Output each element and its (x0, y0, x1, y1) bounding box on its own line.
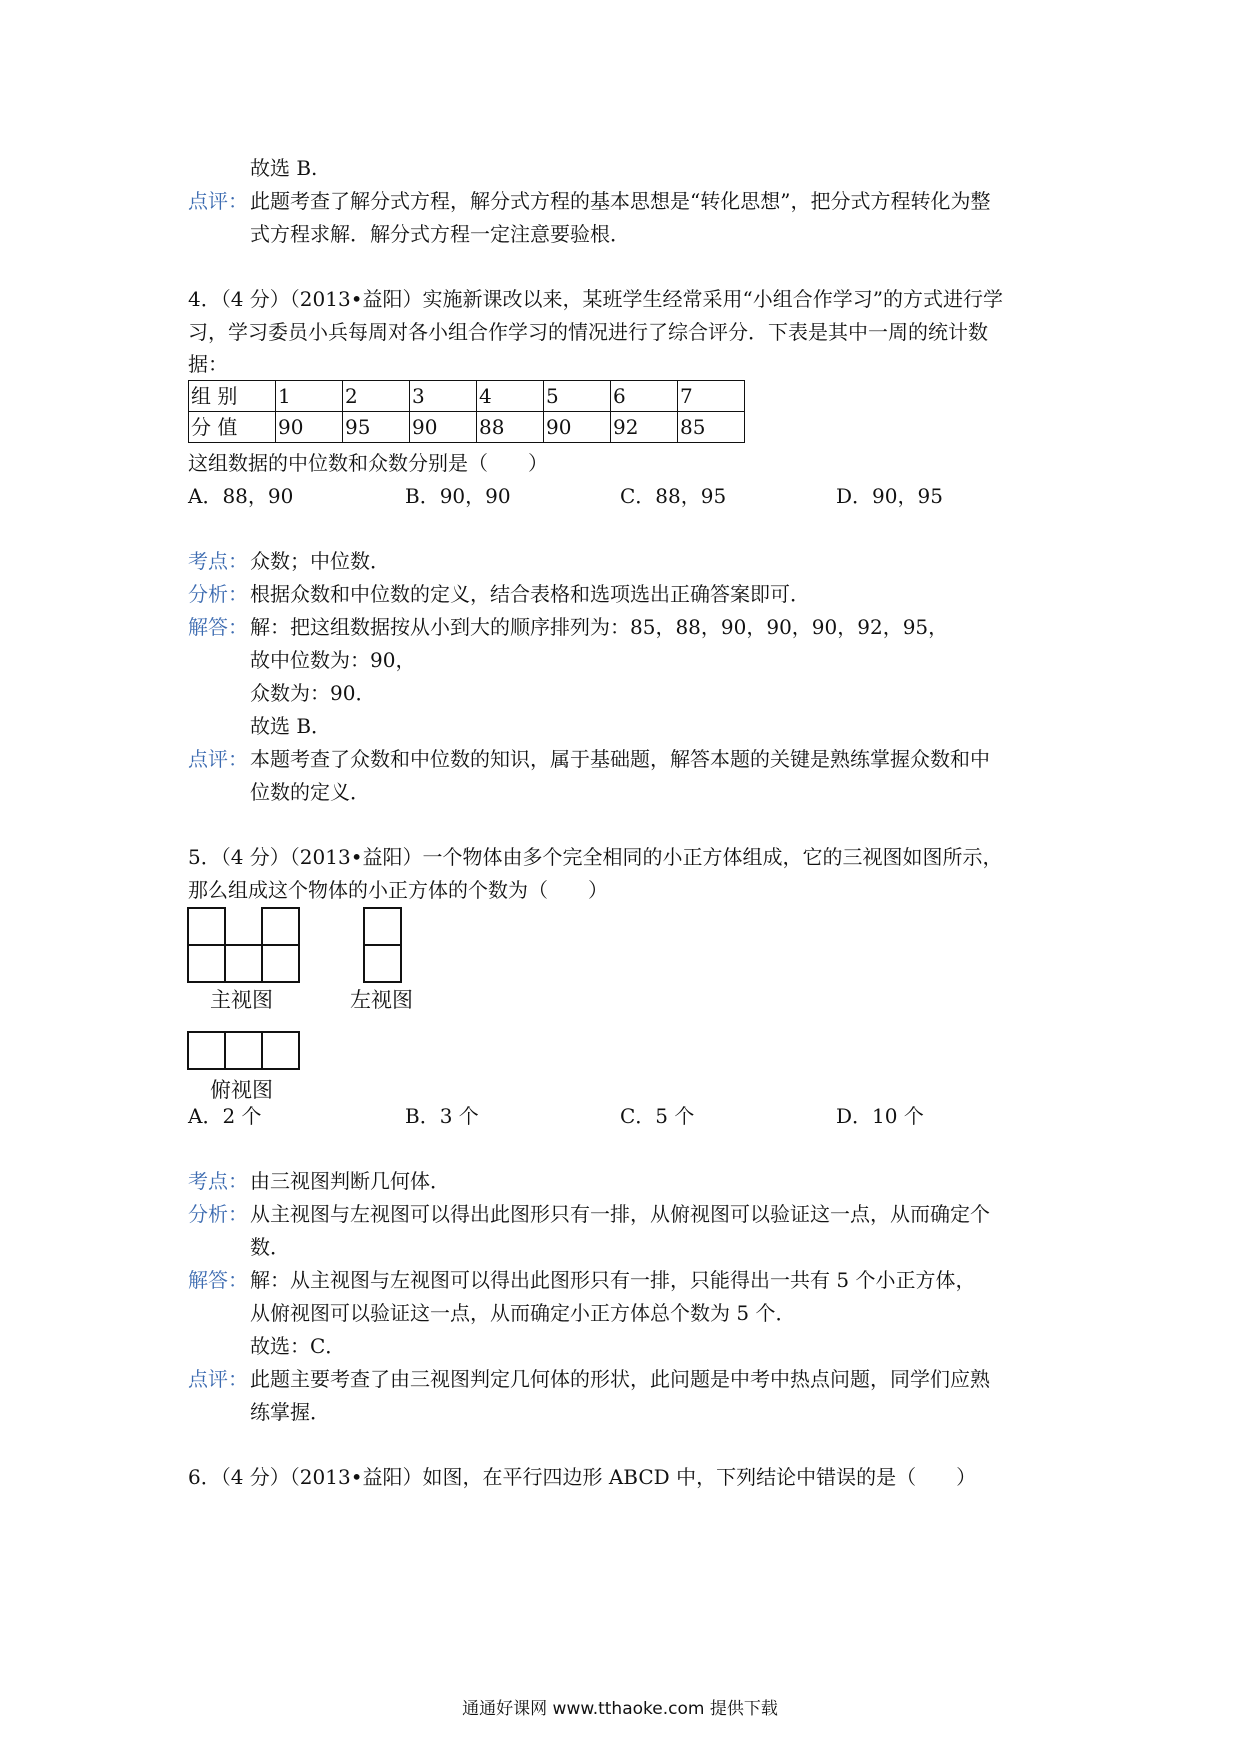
q3-comment-label: 点评： (188, 189, 248, 213)
front-view-figure (186, 906, 306, 986)
table-cell-group: 3 (410, 381, 477, 412)
q4-jieda-line-4: 故选 B． (250, 714, 332, 738)
left-view-figure (362, 906, 406, 986)
q5-dianping-label: 点评： (188, 1367, 248, 1391)
q4-dianping-label: 点评： (188, 747, 248, 771)
q5-jieda-line-2: 从俯视图可以验证这一点，从而确定小正方体总个数为 5 个． (250, 1301, 796, 1325)
q4-option-c: C．88，95 (620, 484, 727, 508)
q4-stem-line-1: 4．（4 分）（2013•益阳）实施新课改以来，某班学生经常采用“小组合作学习”的方式进行学 (188, 287, 1003, 311)
q5-jieda-label: 解答： (188, 1268, 248, 1292)
q5-jieda-line-1: 解：从主视图与左视图可以得出此图形只有一排，只能得出一共有 5 个小正方体， (250, 1268, 976, 1292)
q4-option-d: D．90，95 (836, 484, 943, 508)
q4-stem-line-3: 据： (188, 352, 228, 376)
q5-option-b: B．3 个 (405, 1104, 479, 1128)
q4-score-table (188, 380, 745, 443)
q4-option-a: A．88，90 (188, 484, 294, 508)
q5-jieda-line-3: 故选：C． (250, 1334, 346, 1358)
q5-dianping-line-1: 此题主要考查了由三视图判定几何体的形状，此问题是中考中热点问题，同学们应熟 (250, 1367, 990, 1391)
q4-stem-line-2: 习，学习委员小兵每周对各小组合作学习的情况进行了综合评分．下表是其中一周的统计数 (188, 320, 988, 344)
q5-fenxi-line-2: 数． (250, 1235, 290, 1259)
q4-fenxi-label: 分析： (188, 582, 248, 606)
q5-option-c: C．5 个 (620, 1104, 695, 1128)
table-cell-group: 2 (343, 381, 410, 412)
q5-fenxi-label: 分析： (188, 1202, 248, 1226)
table-cell-score: 85 (678, 412, 745, 443)
table-header-group: 组 别 (189, 381, 276, 412)
table-cell-group: 1 (276, 381, 343, 412)
top-view-caption: 俯视图 (210, 1078, 273, 1102)
top-view-figure (186, 1030, 306, 1074)
q4-kaodian-label: 考点： (188, 549, 248, 573)
table-cell-score: 88 (477, 412, 544, 443)
q4-dianping-line-2: 位数的定义． (250, 780, 370, 804)
front-view-caption: 主视图 (210, 988, 273, 1012)
table-cell-group: 5 (544, 381, 611, 412)
q4-jieda-line-2: 故中位数为：90， (250, 648, 416, 672)
q5-stem-line-2: 那么组成这个物体的小正方体的个数为（ ） (188, 878, 608, 902)
q5-dianping-line-2: 练掌握． (250, 1400, 330, 1424)
table-cell-score: 90 (544, 412, 611, 443)
q4-kaodian: 众数；中位数． (250, 549, 390, 573)
q3-comment-line-2: 式方程求解．解分式方程一定注意要验根． (250, 222, 630, 246)
q5-fenxi-line-1: 从主视图与左视图可以得出此图形只有一排，从俯视图可以验证这一点，从而确定个 (250, 1202, 990, 1226)
q3-comment-line-1: 此题考查了解分式方程，解分式方程的基本思想是“转化思想”，把分式方程转化为整 (250, 189, 991, 213)
q4-jieda-line-3: 众数为：90． (250, 681, 376, 705)
footer-source: 通通好课网 www.tthaoke.com 提供下载 (462, 1699, 778, 1719)
left-view-caption: 左视图 (350, 988, 413, 1012)
table-row (189, 412, 745, 443)
q5-option-d: D．10 个 (836, 1104, 924, 1128)
q4-jieda-line-1: 解：把这组数据按从小到大的顺序排列为：85，88，90，90，90，92，95， (250, 615, 949, 639)
q4-option-b: B．90，90 (405, 484, 511, 508)
table-cell-group: 7 (678, 381, 745, 412)
table-cell-score: 95 (343, 412, 410, 443)
q6-stem: 6．（4 分）（2013•益阳）如图，在平行四边形 ABCD 中，下列结论中错误的是（ ） (188, 1465, 977, 1489)
q5-kaodian-label: 考点： (188, 1169, 248, 1193)
table-cell-score: 90 (276, 412, 343, 443)
q3-answer: 故选 B. (250, 156, 318, 180)
table-cell-score: 90 (410, 412, 477, 443)
table-header-score: 分 值 (189, 412, 276, 443)
q5-kaodian: 由三视图判断几何体． (250, 1169, 450, 1193)
q4-jieda-label: 解答： (188, 615, 248, 639)
q4-dianping-line-1: 本题考查了众数和中位数的知识，属于基础题，解答本题的关键是熟练掌握众数和中 (250, 747, 990, 771)
q5-stem-line-1: 5．（4 分）（2013•益阳）一个物体由多个完全相同的小正方体组成，它的三视图如图所示， (188, 845, 1003, 869)
table-cell-group: 6 (611, 381, 678, 412)
table-cell-group: 4 (477, 381, 544, 412)
q4-fenxi: 根据众数和中位数的定义，结合表格和选项选出正确答案即可． (250, 582, 810, 606)
table-cell-score: 92 (611, 412, 678, 443)
q4-question: 这组数据的中位数和众数分别是（ ） (188, 451, 548, 475)
table-row (189, 381, 745, 412)
q5-option-a: A．2 个 (188, 1104, 262, 1128)
